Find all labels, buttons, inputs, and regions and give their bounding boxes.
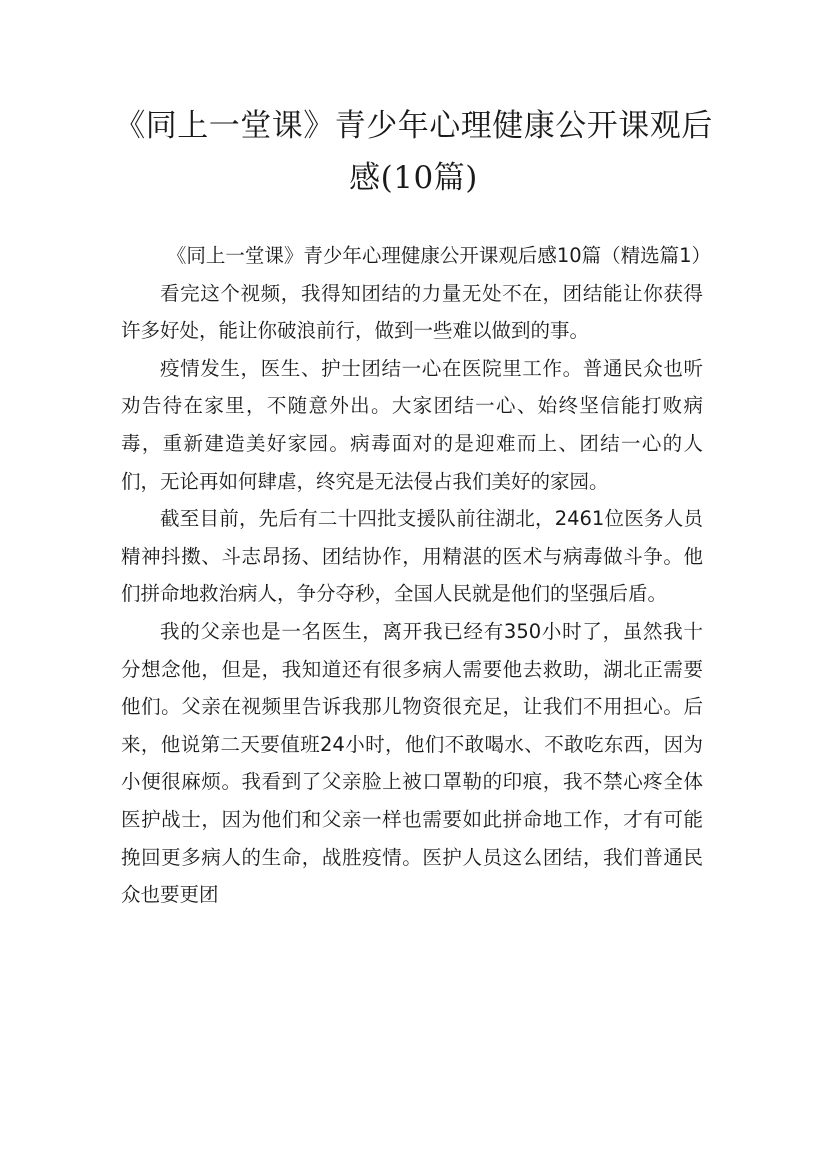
paragraph: 看完这个视频，我得知团结的力量无处不在，团结能让你获得许多好处，能让你破浪前行，做到一些难以做到的事。 — [121, 281, 703, 343]
section-heading: 《同上一堂课》青少年心理健康公开课观后感10篇（精选篇1） — [166, 244, 712, 267]
document-title: 《同上一堂课》青少年心理健康公开课观后感(10篇) — [114, 108, 713, 196]
paragraph: 我的父亲也是一名医生，离开我已经有350小时了，虽然我十分想念他，但是，我知道还有很多病人需要他去救助，湖北正需要他们。父亲在视频里告诉我那儿物资很充足，让我们不用担心。后来，他说第二天要值班24小时，他们不敢喝水、不敢吃东西，因为小便很麻烦。我看到了父亲脸上被口罩勒的印痕，我不禁心疼全体医护战士，因为他们和父亲一样也需要如此拼命地工作，才有可能挽回更多病人的生命，战胜疫情。医护人员这么团结，我们普通民众也要更团 — [121, 619, 703, 907]
paragraph: 疫情发生，医生、护士团结一心在医院里工作。普通民众也听劝告待在家里，不随意外出。大家团结一心、始终坚信能打败病毒，重新建造美好家园。病毒面对的是迎难而上、团结一心的人们，无论再如何肆虐，终究是无法侵占我们美好的家园。 — [121, 356, 703, 493]
document-body — [121, 237, 712, 914]
paragraph: 截至目前，先后有二十四批支援队前往湖北，2461位医务人员精神抖擞、斗志昂扬、团结协作，用精湛的医术与病毒做斗争。他们拼命地救治病人，争分夺秒，全国人民就是他们的坚强后盾。 — [121, 507, 703, 606]
